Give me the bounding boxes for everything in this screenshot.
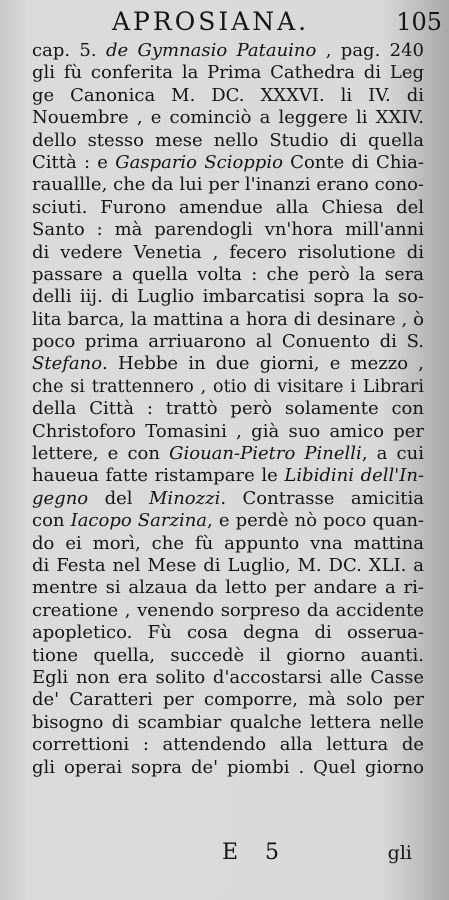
text-run: . Hebbe in due giorni, e mezzo , xyxy=(102,353,424,375)
text-run: , a cui xyxy=(361,443,424,465)
text-run: del xyxy=(88,487,149,509)
text-line xyxy=(32,443,424,465)
text-line xyxy=(32,734,424,756)
text-line xyxy=(32,376,424,398)
text-run: rauallle, che da lui per l'inanzi erano cono- xyxy=(32,174,424,196)
text-run: creatione , venendo sorpreso da accidente xyxy=(32,599,424,621)
text-line xyxy=(32,533,424,555)
text-line xyxy=(32,712,424,734)
text-run: apopletico. Fù cosa degna di osserua- xyxy=(32,622,424,644)
text-run: Santo : mà parendogli vn'hora mill'anni xyxy=(32,219,424,241)
text-run: che si trattennero , otio di visitare i Librari xyxy=(32,376,424,397)
text-line xyxy=(32,577,424,599)
text-run: della Città : trattò però solamente con xyxy=(32,398,424,420)
running-title: APROSIANA. xyxy=(112,7,310,36)
text-line xyxy=(32,40,424,62)
text-line xyxy=(32,62,424,84)
page-number: 105 xyxy=(396,8,442,36)
text-run: , pag. 240 xyxy=(316,40,424,61)
text-run: poco prima arriuarono al Conuento di S. xyxy=(32,331,424,353)
text-line xyxy=(32,600,424,622)
text-run: haueua fatte ristampare le xyxy=(32,465,285,487)
text-line xyxy=(32,622,424,644)
italic-text-run: Minozzi xyxy=(149,487,221,509)
text-line xyxy=(32,219,424,241)
text-run: passare a quella volta : che però la sera xyxy=(32,263,424,285)
text-run: mentre si alzaua da letto per andare a ri- xyxy=(32,577,424,599)
text-line xyxy=(32,645,424,667)
text-run: con xyxy=(32,510,71,532)
text-line xyxy=(32,130,424,152)
text-line xyxy=(32,353,424,375)
text-run: delli iij. di Luglio imbarcatisi sopra la so- xyxy=(32,286,424,308)
text-run: correttioni : attendendo alla lettura de xyxy=(32,734,424,756)
italic-text-run: Stefano xyxy=(32,353,103,375)
running-head xyxy=(112,4,442,40)
text-line xyxy=(32,264,424,286)
text-run: Città : e xyxy=(32,151,116,173)
text-run: lettere, e con xyxy=(32,443,170,465)
text-line xyxy=(32,488,424,510)
text-run: do ei morì, che fù appunto vna mattina xyxy=(32,532,424,554)
text-line xyxy=(32,510,424,532)
text-line xyxy=(32,152,424,174)
text-run: gli operai sopra de' piombi . Quel giorno xyxy=(32,756,424,778)
text-run: ge Canonica M. DC. XXXVI. li IV. di xyxy=(32,84,424,106)
text-run: , e perdè nò poco quan- xyxy=(207,510,424,532)
italic-text-run: Iacopo Sarzina xyxy=(70,510,208,532)
text-line xyxy=(32,242,424,264)
italic-text-run: Libidini dell'In- xyxy=(284,465,424,487)
text-run: sciuti. Furono amendue alla Chiesa del xyxy=(32,196,424,218)
text-run: de' Caratteri per comporre, mà solo per xyxy=(32,689,424,711)
text-line xyxy=(32,689,424,711)
text-run: Nouembre , e cominciò a leggere li XXIV. xyxy=(32,107,424,129)
text-run: . Contrasse amicitia xyxy=(220,487,424,509)
italic-text-run: Gaspario Scioppio xyxy=(115,151,283,173)
page-footer xyxy=(32,840,424,866)
text-run: cap. 5. xyxy=(32,40,106,61)
text-line xyxy=(32,398,424,420)
body-text xyxy=(32,40,424,779)
text-run: tione quella, succedè il giorno auanti. xyxy=(32,644,424,666)
signature-mark: E 5 xyxy=(222,840,290,865)
italic-text-run: de Gymnasio Patauino xyxy=(105,40,317,61)
text-line xyxy=(32,85,424,107)
text-run: lita barca, la mattina a hora di desinare , ò xyxy=(32,308,424,330)
text-line xyxy=(32,667,424,689)
text-line xyxy=(32,197,424,219)
text-line xyxy=(32,465,424,487)
text-run: Christoforo Tomasini , già suo amico per xyxy=(32,420,424,442)
text-line xyxy=(32,286,424,308)
text-run: gli fù conferita la Prima Cathedra di Leg xyxy=(32,62,424,84)
text-run: dello stesso mese nello Studio di quella xyxy=(32,129,424,151)
text-line xyxy=(32,421,424,443)
text-run: di Festa nel Mese di Luglio, M. DC. XLI. a xyxy=(32,554,424,576)
text-line xyxy=(32,174,424,196)
text-line xyxy=(32,309,424,331)
text-run: Egli non era solito d'accostarsi alle Casse xyxy=(32,666,424,688)
text-line xyxy=(32,757,424,779)
italic-text-run: gegno xyxy=(32,487,89,509)
text-run: bisogno di scambiar qualche lettera nelle xyxy=(32,711,424,733)
text-line xyxy=(32,331,424,353)
text-line xyxy=(32,555,424,577)
text-run: di vedere Venetia , fecero risolutione di xyxy=(32,241,424,263)
text-line xyxy=(32,107,424,129)
text-run: Conte di Chia- xyxy=(282,151,424,173)
catchword: gli xyxy=(387,842,412,864)
italic-text-run: Giouan-Pietro Pinelli xyxy=(169,443,362,465)
